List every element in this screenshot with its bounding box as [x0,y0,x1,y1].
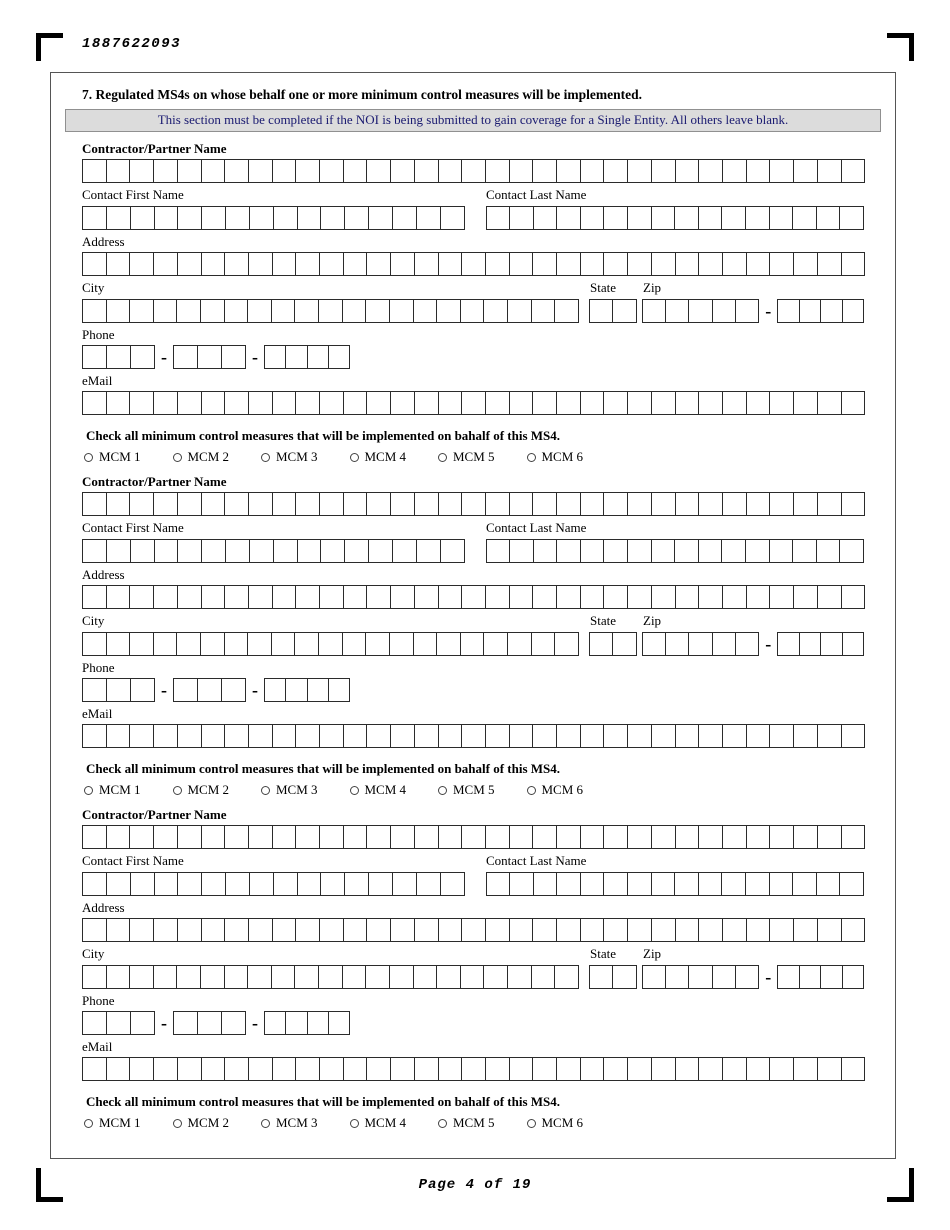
mcm-option-label: MCM 6 [541,1115,584,1130]
address-input[interactable] [82,585,865,609]
city-input[interactable] [82,632,579,656]
phone-area-input[interactable] [82,1011,155,1035]
address-input[interactable] [82,918,865,942]
phone-dash: - [252,347,258,367]
contractor-name-input[interactable] [82,825,865,849]
mcm-options [82,1115,864,1131]
email-input[interactable] [82,391,865,415]
mcm-radio-mcm-6[interactable] [527,449,616,465]
mcm-radio-mcm-4[interactable] [350,449,439,465]
mcm-option-label: MCM 6 [541,782,584,797]
city-state-zip-inputs [82,632,864,656]
mcm-option-label: MCM 5 [453,449,495,464]
phone-label: Phone [82,660,115,675]
mcm-radio-mcm-4[interactable] [350,1115,439,1131]
mcm-option-label: MCM 3 [276,782,318,797]
radio-button-icon[interactable] [84,1119,93,1128]
address-label: Address [82,234,125,249]
phone-label: Phone [82,993,115,1008]
phone-line-input[interactable] [264,345,350,369]
crop-mark-top-left-icon [36,33,63,61]
phone-area-input[interactable] [82,345,155,369]
zip-label: Zip [643,280,662,295]
mcm-radio-mcm-2[interactable] [173,782,262,798]
mcm-radio-mcm-4[interactable] [350,782,439,798]
state-label: State [590,280,616,295]
contractor-name-input[interactable] [82,159,865,183]
mcm-option-label: MCM 1 [99,449,141,464]
zip-label: Zip [643,613,662,628]
contact-last-name-label: Contact Last Name [486,187,587,202]
barcode-number: 1887622093 [82,36,182,52]
radio-button-icon[interactable] [261,786,270,795]
mcm-radio-mcm-3[interactable] [261,782,350,798]
contact-last-name-input[interactable] [486,872,865,896]
contact-last-name-input[interactable] [486,206,865,230]
section-7-title: 7. Regulated MS4s on whose behalf one or more minimum control measures will be implemented. [82,87,642,102]
crop-mark-top-right-icon [887,33,914,61]
mcm-option-label: MCM 6 [541,449,584,464]
mcm-option-label: MCM 2 [187,1115,230,1130]
radio-button-icon[interactable] [527,453,536,462]
page-footer: Page 4 of 19 [418,1177,532,1193]
contractor-sections [82,141,864,1131]
contact-first-name-input[interactable] [82,872,465,896]
zip-dash: - [765,634,772,654]
city-state-zip-inputs [82,299,864,323]
radio-button-icon[interactable] [438,786,447,795]
mcm-radio-mcm-6[interactable] [527,782,616,798]
contact-name-labels [82,520,864,537]
zip-input[interactable] [642,299,760,323]
email-label: eMail [82,706,113,721]
phone-area-input[interactable] [82,678,155,702]
mcm-option-label: MCM 1 [99,782,141,797]
phone-line-input[interactable] [264,1011,350,1035]
form-container [50,72,896,1159]
contact-first-name-input[interactable] [82,539,465,563]
mcm-radio-mcm-1[interactable] [84,1115,173,1131]
mcm-option-label: MCM 4 [364,1115,407,1130]
city-label: City [82,280,105,295]
radio-button-icon[interactable] [173,453,182,462]
mcm-radio-mcm-2[interactable] [173,449,262,465]
state-label: State [590,613,616,628]
phone-prefix-input[interactable] [173,1011,246,1035]
state-input[interactable] [589,632,637,656]
contact-name-labels [82,187,864,204]
phone-dash: - [161,347,167,367]
radio-button-icon[interactable] [438,453,447,462]
radio-button-icon[interactable] [261,1119,270,1128]
phone-dash: - [252,1013,258,1033]
mcm-options [82,449,864,465]
mcm-options [82,782,864,798]
mcm-option-label: MCM 4 [364,782,407,797]
phone-dash: - [161,680,167,700]
radio-button-icon[interactable] [173,1119,182,1128]
city-state-zip-labels [82,946,864,963]
phone-inputs [82,1011,864,1035]
radio-button-icon[interactable] [173,786,182,795]
city-label: City [82,613,105,628]
zip-input[interactable] [642,632,760,656]
contractor-name-input[interactable] [82,492,865,516]
mcm-option-label: MCM 4 [364,449,407,464]
radio-button-icon[interactable] [84,786,93,795]
mcm-option-label: MCM 3 [276,1115,318,1130]
address-label: Address [82,567,125,582]
contractor-name-label: Contractor/Partner Name [82,474,227,489]
radio-button-icon[interactable] [527,1119,536,1128]
mcm-option-label: MCM 2 [187,449,230,464]
address-label: Address [82,900,125,915]
notice-bar: This section must be completed if the NOI is being submitted to gain coverage for a Single Entity. All others leave blank. [65,109,881,132]
phone-label: Phone [82,327,115,342]
phone-line-input[interactable] [264,678,350,702]
phone-inputs [82,345,864,369]
zip-plus4-input[interactable] [777,965,864,989]
mcm-instruction: Check all minimum control measures that will be implemented on bahalf of this MS4. [86,761,561,776]
phone-inputs [82,678,864,702]
contact-name-inputs [82,872,864,896]
mcm-option-label: MCM 3 [276,449,318,464]
radio-button-icon[interactable] [350,786,359,795]
contact-first-name-label: Contact First Name [82,853,184,868]
phone-dash: - [161,1013,167,1033]
mcm-radio-mcm-6[interactable] [527,1115,616,1131]
contractor-block [82,474,864,798]
mcm-radio-mcm-1[interactable] [84,449,173,465]
state-input[interactable] [589,965,637,989]
city-state-zip-labels [82,280,864,297]
zip-plus4-input[interactable] [777,632,864,656]
contact-last-name-label: Contact Last Name [486,520,587,535]
city-state-zip-inputs [82,965,864,989]
contractor-block [82,807,864,1131]
email-label: eMail [82,1039,113,1054]
radio-button-icon[interactable] [350,453,359,462]
mcm-radio-mcm-3[interactable] [261,1115,350,1131]
contact-name-inputs [82,206,864,230]
zip-dash: - [765,967,772,987]
mcm-option-label: MCM 1 [99,1115,141,1130]
phone-prefix-input[interactable] [173,345,246,369]
city-state-zip-labels [82,613,864,630]
contractor-name-label: Contractor/Partner Name [82,807,227,822]
state-label: State [590,946,616,961]
radio-button-icon[interactable] [527,786,536,795]
email-input[interactable] [82,1057,865,1081]
contact-first-name-input[interactable] [82,206,465,230]
phone-dash: - [252,680,258,700]
city-input[interactable] [82,299,579,323]
contractor-block [82,141,864,465]
zip-label: Zip [643,946,662,961]
city-input[interactable] [82,965,579,989]
email-input[interactable] [82,724,865,748]
mcm-radio-mcm-1[interactable] [84,782,173,798]
contact-name-labels [82,853,864,870]
mcm-instruction: Check all minimum control measures that will be implemented on bahalf of this MS4. [86,428,561,443]
radio-button-icon[interactable] [84,453,93,462]
mcm-radio-mcm-3[interactable] [261,449,350,465]
radio-button-icon[interactable] [438,1119,447,1128]
contact-name-inputs [82,539,864,563]
zip-dash: - [765,301,772,321]
zip-input[interactable] [642,965,760,989]
zip-plus4-input[interactable] [777,299,864,323]
address-input[interactable] [82,252,865,276]
contact-first-name-label: Contact First Name [82,520,184,535]
phone-prefix-input[interactable] [173,678,246,702]
city-label: City [82,946,105,961]
mcm-radio-mcm-2[interactable] [173,1115,262,1131]
mcm-radio-mcm-5[interactable] [438,1115,527,1131]
mcm-option-label: MCM 2 [187,782,230,797]
radio-button-icon[interactable] [350,1119,359,1128]
mcm-instruction: Check all minimum control measures that will be implemented on bahalf of this MS4. [86,1094,561,1109]
state-input[interactable] [589,299,637,323]
email-label: eMail [82,373,113,388]
contractor-name-label: Contractor/Partner Name [82,141,227,156]
mcm-radio-mcm-5[interactable] [438,782,527,798]
contact-first-name-label: Contact First Name [82,187,184,202]
contact-last-name-label: Contact Last Name [486,853,587,868]
mcm-option-label: MCM 5 [453,1115,495,1130]
mcm-option-label: MCM 5 [453,782,495,797]
radio-button-icon[interactable] [261,453,270,462]
contact-last-name-input[interactable] [486,539,865,563]
mcm-radio-mcm-5[interactable] [438,449,527,465]
